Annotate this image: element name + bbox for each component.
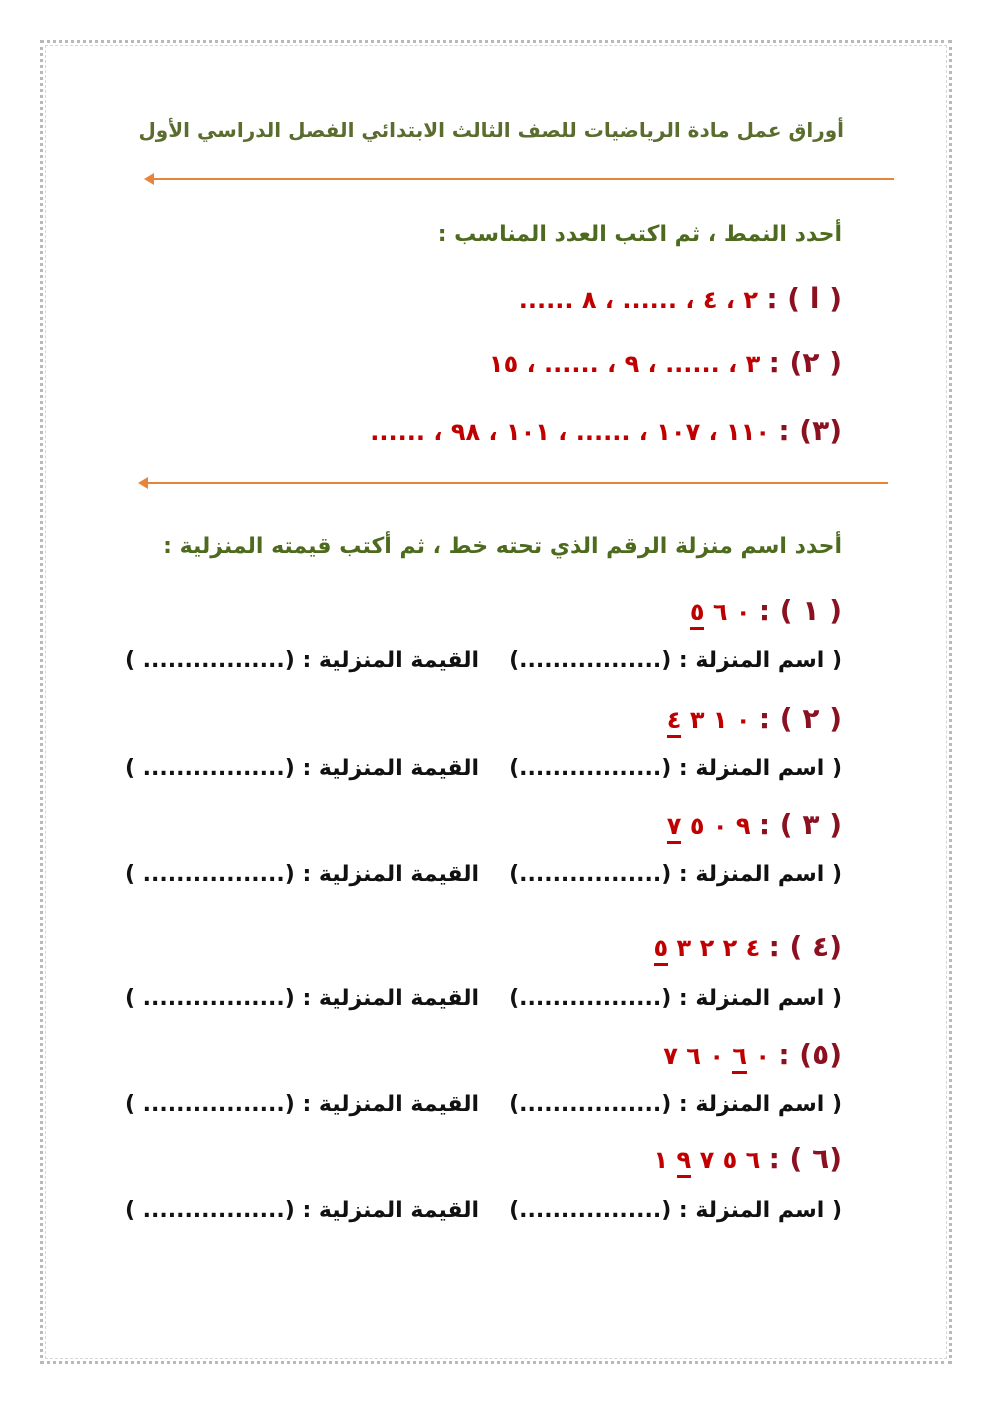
item-label: (٣) : [778, 414, 842, 447]
answer-line-1 [125, 648, 842, 673]
digits-before: ٠ [746, 1042, 770, 1070]
digits-before: ٦ ٥ ٧ [691, 1146, 761, 1174]
underlined-digit: ٧ [667, 812, 682, 844]
pattern-item-1 [519, 282, 842, 315]
item-label: ( ١ ) : [758, 594, 842, 627]
place-name-blank: ( اسم المنزلة : (.................) [509, 648, 842, 673]
item-label: (٥) : [778, 1038, 842, 1071]
place-value-blank: القيمة المنزلية : (................. ) [124, 756, 480, 781]
answer-line-5 [125, 1092, 842, 1117]
place-name-blank: ( اسم المنزلة : (.................) [509, 756, 842, 781]
digits-before: ٠ ٦ [704, 598, 751, 626]
place-value-item-3 [667, 808, 842, 841]
digits-after: ١ [653, 1146, 677, 1174]
place-value-item-1 [690, 594, 842, 627]
place-value-item-5 [663, 1038, 842, 1071]
page-title: أوراق عمل مادة الرياضيات للصف الثالث الابتدائي الفصل الدراسي الأول [138, 118, 844, 142]
underlined-digit: ٥ [690, 598, 705, 630]
digits-before: ٩ ٠ ٥ [681, 812, 751, 840]
digits-before: ٠ ١ ٣ [681, 706, 751, 734]
item-label: ( ٢ ) : [758, 702, 842, 735]
item-label: (٦ ) : [768, 1142, 842, 1175]
place-name-blank: ( اسم المنزلة : (.................) [509, 862, 842, 887]
arrow-divider-1 [152, 178, 894, 180]
digits-after: ٠ ٦ ٧ [663, 1042, 733, 1070]
place-value-blank: القيمة المنزلية : (................. ) [124, 986, 480, 1011]
section1-instruction: أحدد النمط ، ثم اكتب العدد المناسب : [437, 222, 842, 247]
pattern-item-3 [370, 414, 842, 447]
arrow-divider-2 [146, 482, 888, 484]
place-value-item-6 [654, 1142, 842, 1175]
place-name-blank: ( اسم المنزلة : (.................) [509, 986, 842, 1011]
pattern-sequence: ٢ ، ٤ ، ...... ، ٨ ...... [518, 286, 758, 314]
pattern-item-2 [489, 346, 842, 379]
item-label: (٤ ) : [768, 930, 842, 963]
underlined-digit: ٥ [654, 934, 669, 966]
place-name-blank: ( اسم المنزلة : (.................) [509, 1198, 842, 1223]
place-value-blank: القيمة المنزلية : (................. ) [124, 862, 480, 887]
underlined-digit: ٦ [732, 1042, 747, 1074]
place-value-blank: القيمة المنزلية : (................. ) [124, 1092, 480, 1117]
underlined-digit: ٤ [667, 706, 682, 738]
item-label: ( ٣ ) : [758, 808, 842, 841]
underlined-digit: ٩ [677, 1146, 692, 1178]
answer-line-6 [125, 1198, 842, 1223]
pattern-sequence: ٣ ، ...... ، ٩ ، ...... ، ١٥ [488, 350, 761, 378]
section2-instruction: أحدد اسم منزلة الرقم الذي تحته خط ، ثم أكتب قيمته المنزلية : [163, 534, 842, 559]
place-value-item-4 [654, 930, 842, 963]
place-name-blank: ( اسم المنزلة : (.................) [509, 1092, 842, 1117]
answer-line-3 [125, 862, 842, 887]
place-value-blank: القيمة المنزلية : (................. ) [124, 1198, 480, 1223]
item-label: ( ا ) : [766, 282, 842, 315]
pattern-sequence: ١١٠ ، ١٠٧ ، ...... ، ١٠١ ، ٩٨ ، ...... [370, 418, 770, 446]
place-value-item-2 [667, 702, 842, 735]
item-label: ( ٢) : [768, 346, 842, 379]
digits-before: ٤ ٢ ٢ ٣ [668, 934, 761, 962]
answer-line-4 [125, 986, 842, 1011]
answer-line-2 [125, 756, 842, 781]
place-value-blank: القيمة المنزلية : (................. ) [124, 648, 480, 673]
